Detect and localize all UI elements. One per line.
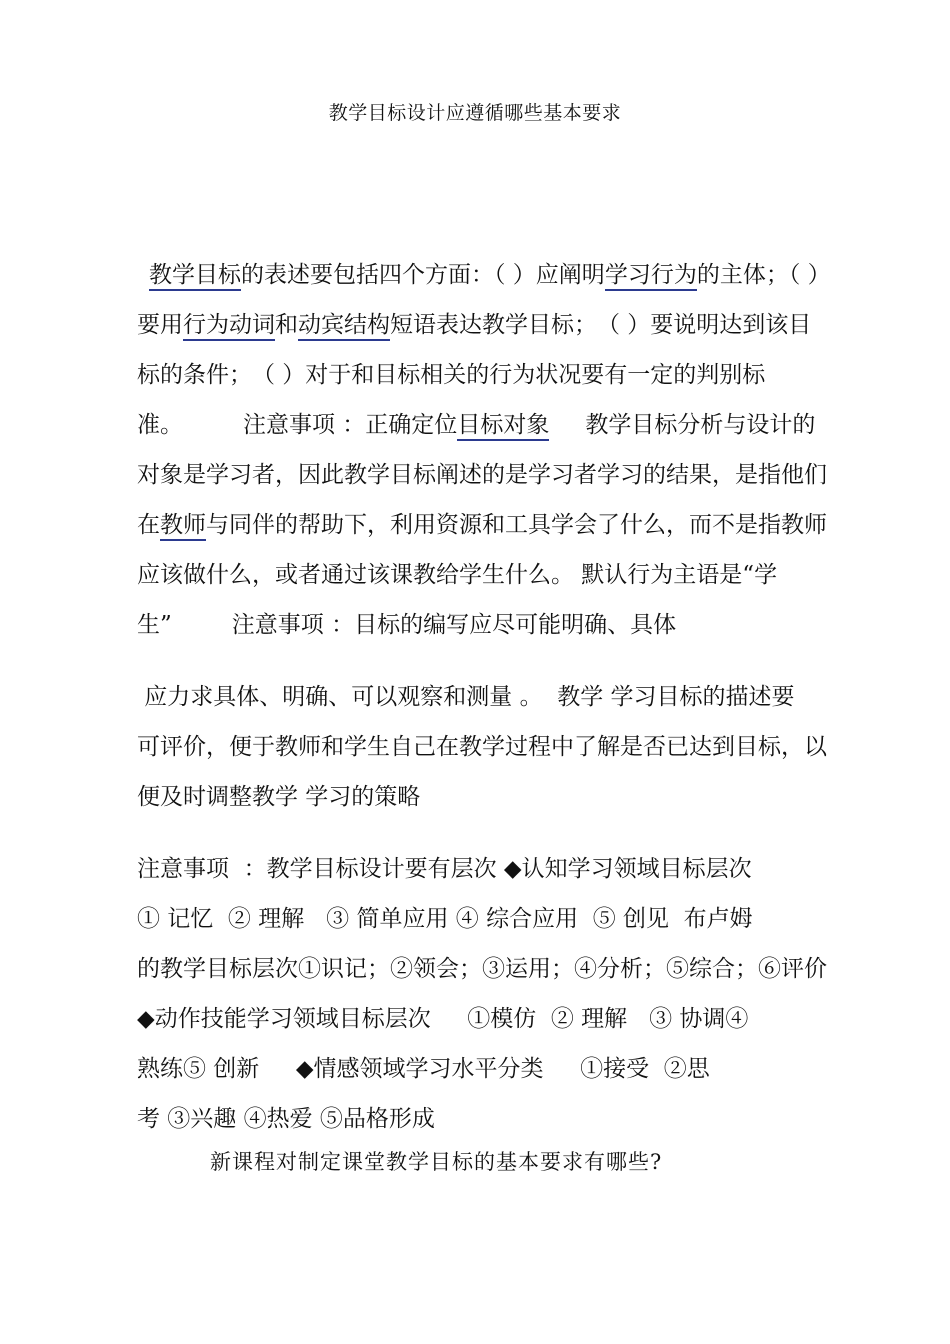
- link-target-object[interactable]: 目标对象: [457, 412, 549, 441]
- link-verb-object-structure[interactable]: 动宾结构: [298, 312, 390, 341]
- text-span: 短语表达教学目标； （ ）要说明达到该目: [390, 312, 812, 338]
- text-span: 要用: [137, 312, 183, 338]
- text-span: 教学目标分析与设计的: [585, 412, 816, 438]
- text-line: 应力求具体、明确、可以观察和测量 。 教学 学习目标的描述要: [137, 684, 795, 710]
- link-learning-behavior[interactable]: 学习行为: [605, 262, 697, 291]
- text-line: ① 记忆 ② 理解 ③ 简单应用 ④ 综合应用 ⑤ 创见 布卢姆: [137, 906, 753, 932]
- text-span: 的主体；（ ）: [696, 262, 831, 288]
- text-span: 准。: [137, 412, 183, 438]
- text-line: [137, 500, 867, 550]
- link-teaching-objective[interactable]: 教学目标: [149, 262, 241, 291]
- text-line: 标的条件； （ ）对于和目标相关的行为状况要有一定的判别标: [137, 362, 766, 388]
- paragraph-objective-statement: [137, 250, 867, 650]
- note-label: 注意事项 ：正确定位: [243, 412, 458, 438]
- text-line: 对象是学习者，因此教学目标阐述的是学习者学习的结果，是指他们: [137, 462, 827, 488]
- text-line: 应该做什么，或者通过该课教给学生什么。 默认行为主语是“学: [137, 562, 778, 588]
- text-span: 在: [137, 512, 160, 538]
- text-span: 生”: [137, 612, 172, 638]
- document-title: 教学目标设计应遵循哪些基本要求: [328, 102, 622, 124]
- closing-question: 新课程对制定课堂教学目标的基本要求有哪些?: [210, 1150, 663, 1174]
- paragraph-objective-levels: [137, 844, 867, 1144]
- text-line: [137, 400, 867, 450]
- text-span: 和: [275, 312, 298, 338]
- text-line: 便及时调整教学 学习的策略: [137, 784, 421, 810]
- note-label: 注意事项 ：目标的编写应尽可能明确、具体: [231, 612, 677, 638]
- paragraph-specific-measurable: [137, 672, 867, 822]
- text-line: 的教学目标层次①识记；②领会；③运用；④分析；⑤综合；⑥评价: [137, 956, 827, 982]
- text-line: 注意事项 ：教学目标设计要有层次 ◆认知学习领域目标层次: [137, 856, 752, 882]
- text-line: [137, 250, 867, 300]
- link-action-verb[interactable]: 行为动词: [183, 312, 275, 341]
- text-span: 的表述要包括四个方面：（ ）应阐明: [241, 262, 605, 288]
- text-line: 考 ③兴趣 ④热爱 ⑤品格形成: [137, 1106, 435, 1132]
- text-line: [137, 600, 867, 650]
- text-line: [137, 300, 867, 350]
- link-teacher[interactable]: 教师: [160, 512, 206, 541]
- text-span: 与同伴的帮助下，利用资源和工具学会了什么，而不是指教师: [206, 512, 827, 538]
- text-line: ◆动作技能学习领域目标层次 ①模仿 ② 理解 ③ 协调④: [137, 1006, 749, 1032]
- text-line: 可评价，便于教师和学生自己在教学过程中了解是否已达到目标，以: [137, 734, 827, 760]
- text-line: 熟练⑤ 创新 ◆情感领域学习水平分类 ①接受 ②思: [137, 1056, 710, 1082]
